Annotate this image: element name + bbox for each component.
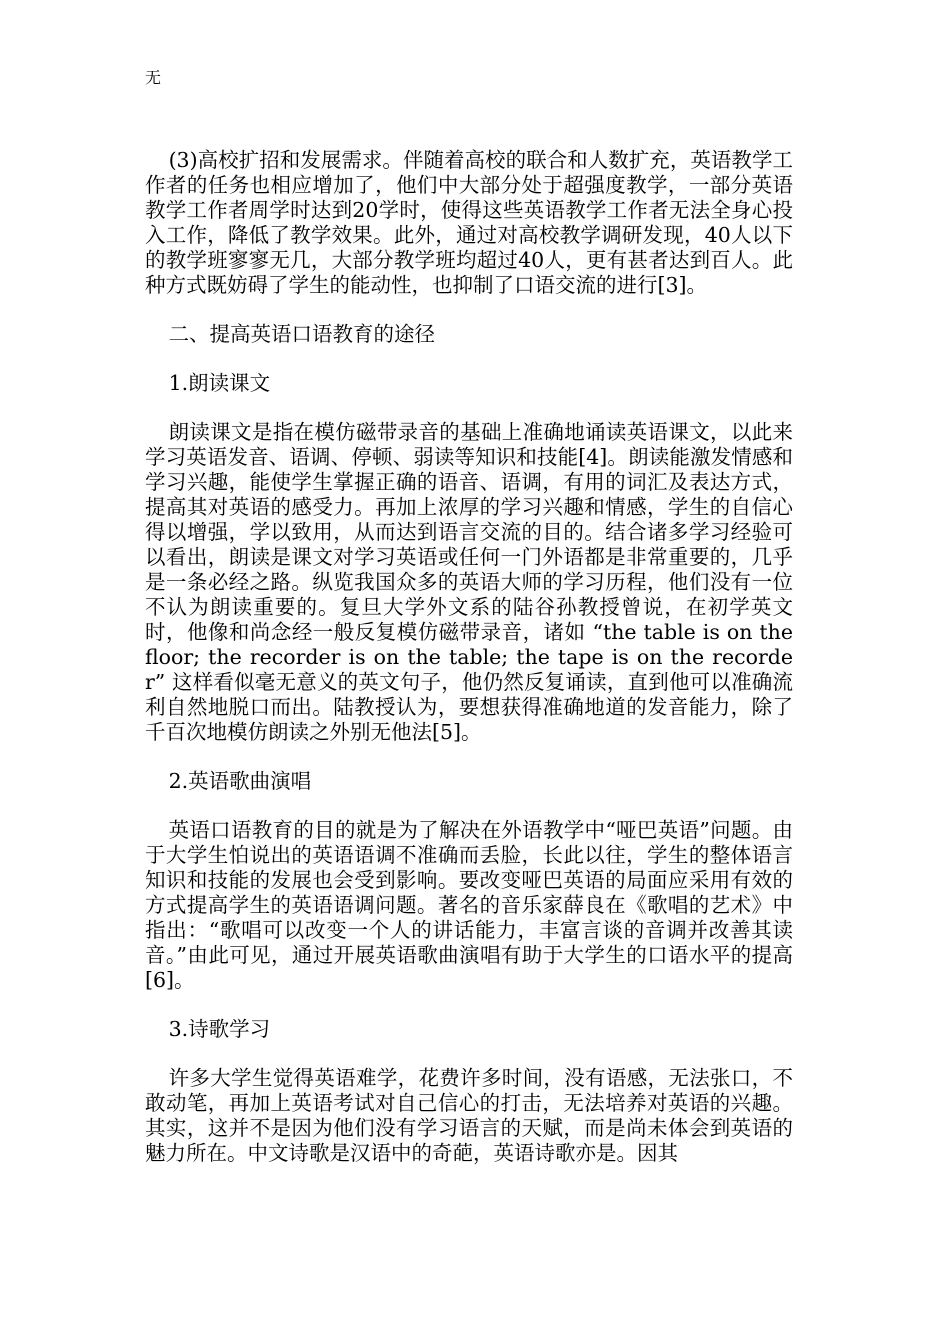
- paragraph-enrollment-expansion: (3)高校扩招和发展需求。伴随着高校的联合和人数扩充，英语教学工作者的任务也相应增加了，他们中大部分处于超强度教学，一部分英语教学工作者周学时达到20学时，使得这些英语教学工作者无法全身心投入工作，降低了教学效果。此外，通过对高校教学调研发现，40人以下的教学班寥寥无几，大部分教学班均超过40人，更有甚者达到百人。此种方式既妨碍了学生的能动性，也抑制了口语交流的进行[3]。: [145, 148, 793, 297]
- paragraph-poetry-learning: 许多大学生觉得英语难学，花费许多时间，没有语感，无法张口，不敢动笔，再加上英语考试对自己信心的打击，无法培养对英语的兴趣。其实，这并不是因为他们没有学习语言的天赋，而是尚未体会到英语的魅力所在。中文诗歌是汉语中的奇葩，英语诗歌亦是。因其: [145, 1066, 793, 1165]
- paragraph-reading-texts: 朗读课文是指在模仿磁带录音的基础上准确地诵读英语课文，以此来学习英语发音、语调、停顿、弱读等知识和技能[4]。朗读能激发情感和学习兴趣，能使学生掌握正确的语音、语调，有用的词汇及表达方式，提高其对英语的感受力。再加上浓厚的学习兴趣和情感，学生的自信心得以增强，学以致用，从而达到语言交流的目的。结合诸多学习经验可以看出，朗读是课文对学习英语或任何一门外语都是非常重要的，几乎是一条必经之路。纵览我国众多的英语大师的学习历程，他们没有一位不认为朗读重要的。复旦大学外文系的陆谷孙教授曾说，在初学英文时，他像和尚念经一般反复模仿磁带录音，诸如 “the table is on the floor; the recorder is on the table; the tape is on the recorder” 这样看似毫无意义的英文句子，他仍然反复诵读，直到他可以准确流利自然地脱口而出。陆教授认为，要想获得准确地道的发音能力，除了千百次地模仿朗读之外别无他法[5]。: [145, 420, 793, 744]
- section-heading-approaches: 二、提高英语口语教育的途径: [168, 322, 436, 346]
- subheading-english-songs: 2.英语歌曲演唱: [168, 769, 312, 793]
- page-header: 无: [145, 68, 162, 87]
- paragraph-english-songs: 英语口语教育的目的就是为了解决在外语教学中“哑巴英语”问题。由于大学生怕说出的英语语调不准确而丢脸，长此以往，学生的整体语言知识和技能的发展也会受到影响。要改变哑巴英语的局面应采用有效的方式提高学生的英语语调问题。著名的音乐家薛良在《歌唱的艺术》中指出：“歌唱可以改变一个人的讲话能力，丰富言谈的音调并改善其读音。”由此可见，通过开展英语歌曲演唱有助于大学生的口语水平的提高[6]。: [145, 818, 793, 992]
- subheading-reading-texts: 1.朗读课文: [168, 371, 271, 395]
- subheading-poetry-learning: 3.诗歌学习: [168, 1017, 271, 1041]
- document-body: [145, 148, 793, 1166]
